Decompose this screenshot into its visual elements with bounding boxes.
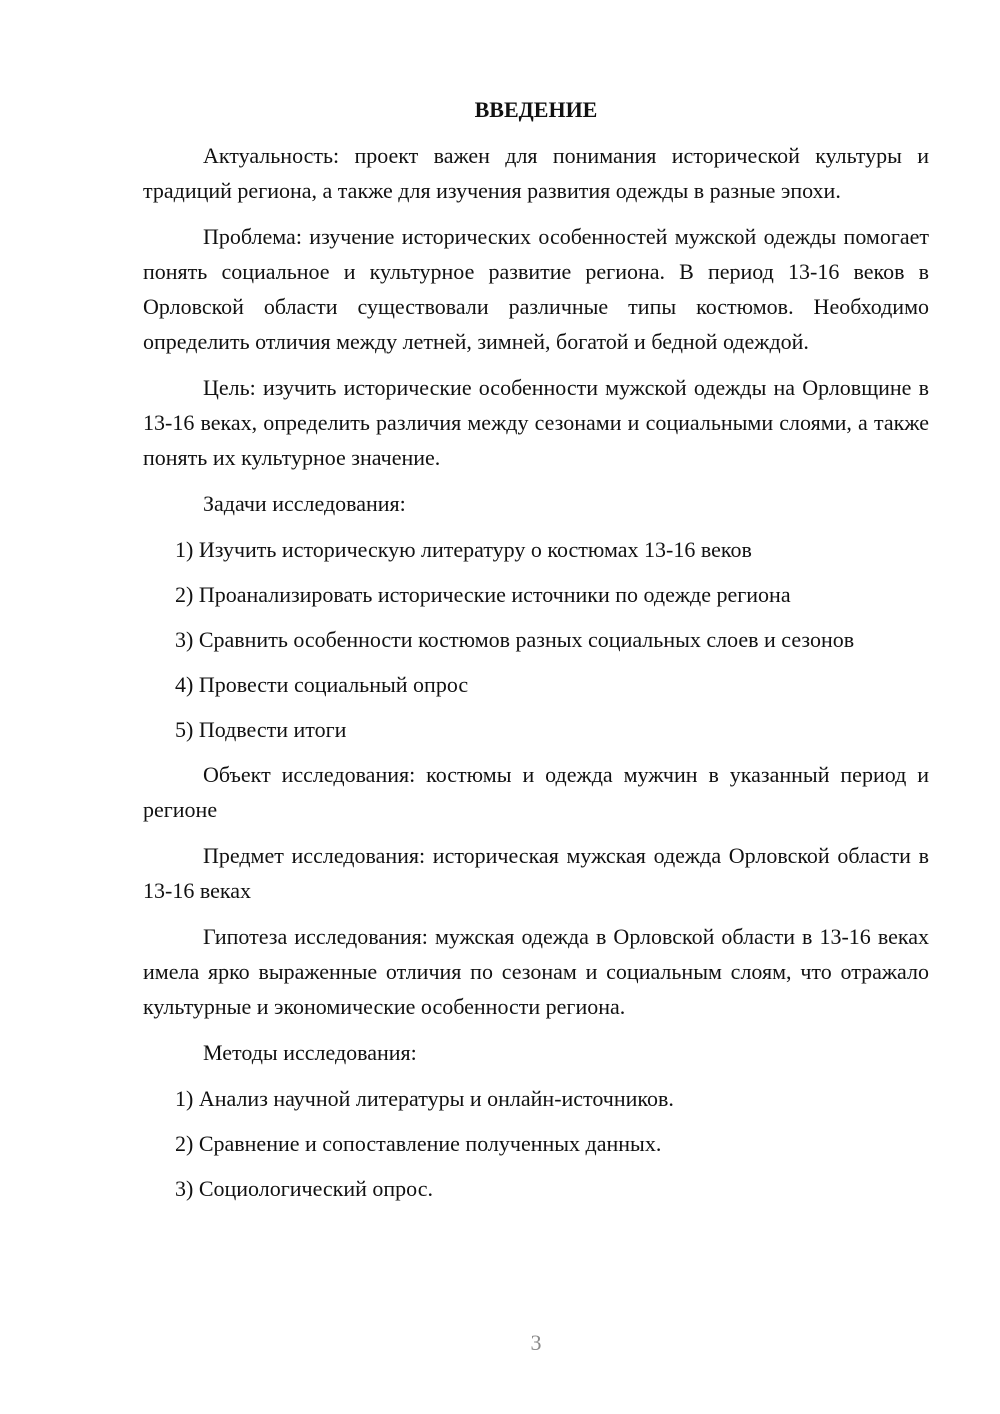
task-item: 4) Провести социальный опрос (175, 672, 469, 697)
methods-heading: Методы исследования: (203, 1040, 417, 1065)
section-title: ВВЕДЕНИЕ (474, 97, 598, 122)
page-number: 3 (530, 1330, 542, 1355)
task-item: 1) Изучить историческую литературу о костюмах 13-16 веков (175, 537, 752, 562)
goal-paragraph: Цель: изучить исторические особенности мужской одежды на Орловщине в 13-16 веках, определить различия между сезонами и социальными слоями, а также понять их культурное значение. (143, 375, 929, 470)
object-paragraph: Объект исследования: костюмы и одежда мужчин в указанный период и регионе (143, 762, 929, 822)
method-item: 2) Сравнение и сопоставление полученных данных. (175, 1131, 662, 1156)
task-item: 5) Подвести итоги (175, 717, 347, 742)
problem-paragraph: Проблема: изучение исторических особенностей мужской одежды помогает понять социальное и культурное развитие региона. В период 13-16 веков в Орловской области существовали различные типы костюмов. Необходимо определить отличия между летней, зимней, богатой и бедной одеждой. (143, 224, 929, 354)
task-item: 2) Проанализировать исторические источники по одежде региона (175, 582, 791, 607)
relevance-paragraph: Актуальность: проект важен для понимания исторической культуры и традиций региона, а также для изучения развития одежды в разные эпохи. (143, 143, 929, 203)
tasks-heading: Задачи исследования: (203, 491, 406, 516)
page-content (143, 92, 929, 1216)
hypothesis-paragraph: Гипотеза исследования: мужская одежда в Орловской области в 13-16 веках имела ярко выраженные отличия по сезонам и социальным слоям, что отражало культурные и экономические особенности региона. (143, 924, 929, 1019)
method-item: 3) Социологический опрос. (175, 1176, 433, 1201)
method-item: 1) Анализ научной литературы и онлайн-источников. (175, 1086, 674, 1111)
task-item: 3) Сравнить особенности костюмов разных социальных слоев и сезонов (175, 627, 855, 652)
subject-paragraph: Предмет исследования: историческая мужская одежда Орловской области в 13-16 веках (143, 843, 929, 903)
